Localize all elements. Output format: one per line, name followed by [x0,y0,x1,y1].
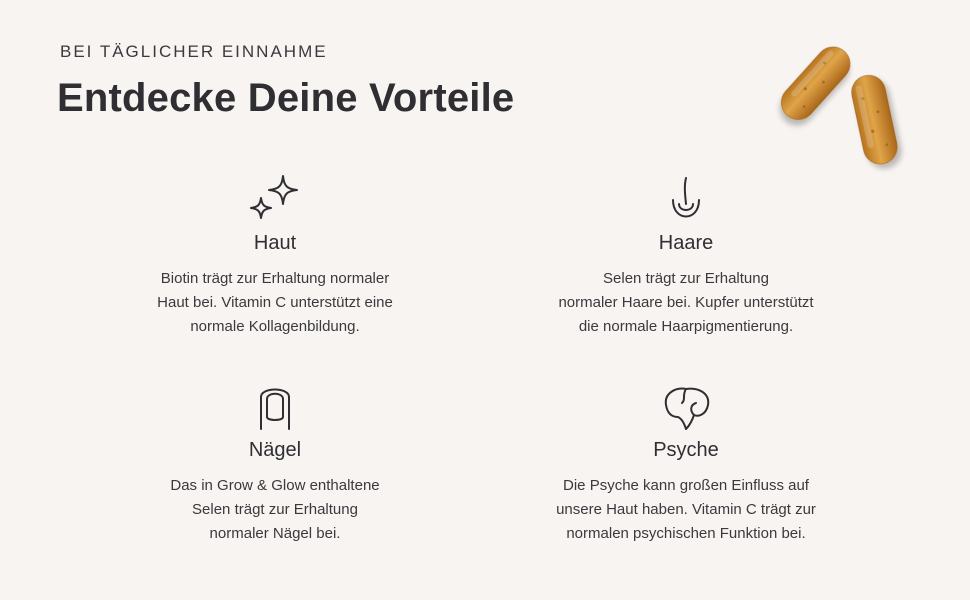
benefit-description: Die Psyche kann großen Einfluss auf unsere Haut haben. Vitamin C trägt zur normalen psychischen Funktion bei. [556,477,816,542]
brain-icon [521,381,851,435]
benefit-card-naegel [110,381,440,546]
benefit-card-psyche [521,381,851,546]
sparkles-icon [110,174,440,228]
benefit-title: Nägel [248,439,302,461]
benefit-description: Biotin trägt zur Erhaltung normaler Haut bei. Vitamin C unterstützt eine normale Kollagenbildung. [157,270,393,335]
fingernail-icon [110,381,440,435]
benefit-description: Das in Grow & Glow enthaltene Selen trägt zur Erhaltung normaler Nägel bei. [170,477,380,542]
benefit-title: Haare [658,232,714,254]
benefit-card-haut [110,174,440,339]
benefit-title: Haut [253,232,297,254]
benefit-card-haare [521,174,851,339]
benefit-description: Selen trägt zur Erhaltung normaler Haare bei. Kupfer unterstützt die normale Haarpigmentierung. [558,270,814,335]
hair-follicle-icon [521,174,851,228]
benefit-title: Psyche [653,439,719,461]
eyebrow-text: BEI TÄGLICHER EINNAHME [60,42,328,61]
page-title: Entdecke Deine Vorteile [57,76,515,120]
capsules-image [770,32,920,177]
